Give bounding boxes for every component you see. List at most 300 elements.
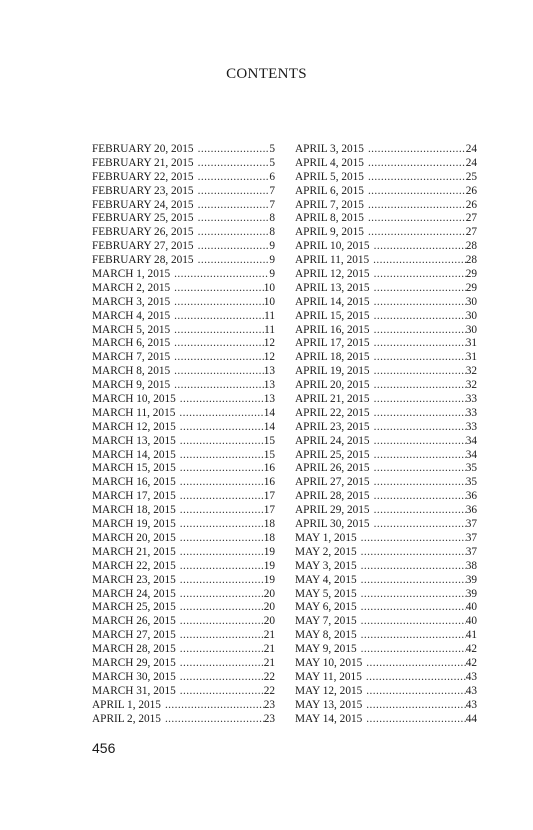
toc-entry[interactable] xyxy=(92,310,275,324)
toc-entry-date: MAY 7, 2015 xyxy=(295,615,357,628)
toc-entry-page: 10 xyxy=(263,281,275,294)
toc-entry-date: MARCH 20, 2015 xyxy=(92,531,176,544)
toc-entry-page: 15 xyxy=(263,448,275,461)
toc-entry-date: MARCH 13, 2015 xyxy=(92,434,176,447)
toc-leader-dots xyxy=(357,615,466,629)
toc-entry-page: 29 xyxy=(465,281,477,294)
toc-leader-dots xyxy=(370,310,466,324)
toc-entry-page: 23 xyxy=(263,698,275,711)
toc-entry[interactable] xyxy=(92,435,275,449)
toc-entry[interactable] xyxy=(92,157,275,171)
toc-entry-date: MARCH 2, 2015 xyxy=(92,281,171,294)
toc-entry[interactable] xyxy=(295,379,477,393)
toc-entry[interactable] xyxy=(92,449,275,463)
toc-entry-date: APRIL 20, 2015 xyxy=(295,379,370,392)
toc-leader-dots xyxy=(176,518,264,532)
toc-entry-page: 12 xyxy=(263,351,275,364)
toc-leader-dots xyxy=(370,282,466,296)
toc-leader-dots xyxy=(170,310,264,324)
toc-entry-page: 36 xyxy=(465,490,477,503)
toc-entry-date: MARCH 1, 2015 xyxy=(92,268,171,281)
toc-leader-dots xyxy=(170,351,264,365)
toc-entry[interactable] xyxy=(295,657,477,671)
toc-entry-date: APRIL 17, 2015 xyxy=(295,337,370,350)
toc-entry-date: MAY 5, 2015 xyxy=(295,587,357,600)
toc-entry[interactable] xyxy=(295,226,477,240)
toc-leader-dots xyxy=(176,643,264,657)
toc-leader-dots xyxy=(161,713,264,727)
toc-entry[interactable] xyxy=(295,212,477,226)
toc-entry-page: 11 xyxy=(264,309,275,322)
toc-entry-date: MARCH 6, 2015 xyxy=(92,337,171,350)
toc-entry[interactable] xyxy=(92,365,275,379)
toc-entry-date: APRIL 11, 2015 xyxy=(295,254,370,267)
toc-leader-dots xyxy=(370,296,466,310)
toc-leader-dots xyxy=(357,574,466,588)
toc-entry-page: 22 xyxy=(263,684,275,697)
toc-entry[interactable] xyxy=(295,671,477,685)
toc-entry-date: MARCH 5, 2015 xyxy=(92,323,171,336)
toc-entry-date: FEBRUARY 22, 2015 xyxy=(92,170,194,183)
toc-entry[interactable] xyxy=(92,240,275,254)
toc-entry[interactable] xyxy=(92,324,275,338)
toc-leader-dots xyxy=(370,351,466,365)
toc-entry-page: 40 xyxy=(465,615,477,628)
toc-leader-dots xyxy=(176,685,264,699)
toc-entry[interactable] xyxy=(92,574,275,588)
toc-leader-dots xyxy=(357,588,466,602)
toc-leader-dots xyxy=(370,490,466,504)
toc-entry[interactable] xyxy=(295,588,477,602)
toc-entry-page: 37 xyxy=(465,545,477,558)
toc-entry[interactable] xyxy=(295,157,477,171)
toc-entry-date: MARCH 16, 2015 xyxy=(92,476,176,489)
toc-leader-dots xyxy=(362,685,465,699)
toc-entry-page: 18 xyxy=(263,518,275,531)
toc-entry-date: MARCH 24, 2015 xyxy=(92,587,176,600)
toc-entry[interactable] xyxy=(92,185,275,199)
toc-entry-date: APRIL 28, 2015 xyxy=(295,490,370,503)
toc-entry[interactable] xyxy=(92,601,275,615)
toc-entry[interactable] xyxy=(92,337,275,351)
toc-entry-date: APRIL 14, 2015 xyxy=(295,295,370,308)
toc-entry-date: APRIL 22, 2015 xyxy=(295,406,370,419)
toc-entry-page: 19 xyxy=(263,573,275,586)
toc-entry-page: 13 xyxy=(263,379,275,392)
toc-entry-page: 33 xyxy=(465,393,477,406)
toc-entry-page: 31 xyxy=(465,351,477,364)
toc-entry-date: APRIL 15, 2015 xyxy=(295,309,370,322)
toc-entry[interactable] xyxy=(92,226,275,240)
toc-entry-page: 13 xyxy=(263,365,275,378)
toc-entry-date: APRIL 29, 2015 xyxy=(295,504,370,517)
toc-entry-page: 19 xyxy=(263,545,275,558)
toc-column-left xyxy=(92,143,275,726)
toc-entry-page: 26 xyxy=(465,184,477,197)
toc-entry[interactable] xyxy=(92,254,275,268)
toc-leader-dots xyxy=(176,588,264,602)
toc-entry-date: MAY 10, 2015 xyxy=(295,656,363,669)
toc-entry[interactable] xyxy=(295,351,477,365)
toc-entry-date: MARCH 10, 2015 xyxy=(92,393,176,406)
toc-entry-date: APRIL 7, 2015 xyxy=(295,198,364,211)
toc-leader-dots xyxy=(357,532,466,546)
toc-entry-date: APRIL 27, 2015 xyxy=(295,476,370,489)
toc-leader-dots xyxy=(175,407,263,421)
toc-entry-date: MARCH 22, 2015 xyxy=(92,559,176,572)
toc-entry-page: 17 xyxy=(263,504,275,517)
toc-entry[interactable] xyxy=(92,282,275,296)
toc-entry-page: 7 xyxy=(269,198,275,211)
toc-entry-date: MAY 1, 2015 xyxy=(295,531,357,544)
toc-entry[interactable] xyxy=(295,240,477,254)
toc-entry[interactable] xyxy=(295,268,477,282)
toc-entry[interactable] xyxy=(92,546,275,560)
toc-leader-dots xyxy=(362,657,465,671)
toc-entry[interactable] xyxy=(295,615,477,629)
toc-leader-dots xyxy=(370,268,466,282)
toc-entry-date: APRIL 18, 2015 xyxy=(295,351,370,364)
toc-entry-page: 25 xyxy=(465,170,477,183)
toc-entry-page: 43 xyxy=(465,684,477,697)
toc-leader-dots xyxy=(176,421,264,435)
toc-entry-page: 20 xyxy=(263,615,275,628)
toc-entry[interactable] xyxy=(92,685,275,699)
toc-entry[interactable] xyxy=(92,518,275,532)
toc-column-right xyxy=(295,143,477,726)
toc-entry-page: 37 xyxy=(465,531,477,544)
toc-leader-dots xyxy=(362,713,465,727)
toc-entry-date: APRIL 25, 2015 xyxy=(295,448,370,461)
toc-leader-dots xyxy=(194,185,270,199)
toc-leader-dots xyxy=(176,490,264,504)
toc-entry-page: 21 xyxy=(263,656,275,669)
toc-entry[interactable] xyxy=(92,393,275,407)
toc-entry-page: 24 xyxy=(465,156,477,169)
toc-leader-dots xyxy=(370,393,466,407)
toc-leader-dots xyxy=(170,379,264,393)
toc-entry-date: MARCH 26, 2015 xyxy=(92,615,176,628)
toc-entry[interactable] xyxy=(92,462,275,476)
toc-entry-page: 35 xyxy=(465,462,477,475)
toc-entry[interactable] xyxy=(295,699,477,713)
toc-entry-date: APRIL 1, 2015 xyxy=(92,698,161,711)
toc-entry-page: 42 xyxy=(465,643,477,656)
toc-entry-page: 39 xyxy=(465,587,477,600)
toc-leader-dots xyxy=(357,546,466,560)
toc-entry-page: 10 xyxy=(263,295,275,308)
toc-entry-page: 5 xyxy=(269,156,275,169)
toc-leader-dots xyxy=(370,518,466,532)
toc-entry-page: 44 xyxy=(465,712,477,725)
toc-entry-page: 21 xyxy=(263,643,275,656)
toc-leader-dots xyxy=(370,365,466,379)
toc-entry[interactable] xyxy=(295,421,477,435)
toc-entry[interactable] xyxy=(295,393,477,407)
toc-entry-date: FEBRUARY 27, 2015 xyxy=(92,240,194,253)
toc-entry[interactable] xyxy=(295,490,477,504)
toc-entry[interactable] xyxy=(92,490,275,504)
toc-entry-page: 32 xyxy=(465,365,477,378)
toc-entry-page: 22 xyxy=(263,670,275,683)
toc-leader-dots xyxy=(370,337,466,351)
toc-entry-date: FEBRUARY 28, 2015 xyxy=(92,254,194,267)
toc-entry-page: 16 xyxy=(263,476,275,489)
toc-entry-page: 27 xyxy=(465,226,477,239)
toc-entry-date: APRIL 30, 2015 xyxy=(295,518,370,531)
toc-entry[interactable] xyxy=(295,337,477,351)
toc-entry[interactable] xyxy=(92,143,275,157)
toc-entry-date: APRIL 16, 2015 xyxy=(295,323,370,336)
toc-entry-page: 34 xyxy=(465,448,477,461)
toc-entry-date: FEBRUARY 24, 2015 xyxy=(92,198,194,211)
toc-entry-date: FEBRUARY 26, 2015 xyxy=(92,226,194,239)
toc-entry-page: 30 xyxy=(465,309,477,322)
toc-leader-dots xyxy=(176,393,264,407)
toc-entry-date: APRIL 23, 2015 xyxy=(295,420,370,433)
toc-entry[interactable] xyxy=(295,324,477,338)
toc-entry[interactable] xyxy=(92,588,275,602)
toc-entry-page: 34 xyxy=(465,434,477,447)
toc-entry-date: MARCH 3, 2015 xyxy=(92,295,171,308)
toc-entry-date: MARCH 18, 2015 xyxy=(92,504,176,517)
toc-leader-dots xyxy=(370,421,466,435)
toc-entry[interactable] xyxy=(295,504,477,518)
toc-entry[interactable] xyxy=(92,296,275,310)
toc-entry[interactable] xyxy=(92,713,275,727)
toc-entry-date: MARCH 8, 2015 xyxy=(92,365,171,378)
toc-entry[interactable] xyxy=(92,629,275,643)
toc-entry[interactable] xyxy=(295,296,477,310)
toc-entry[interactable] xyxy=(295,435,477,449)
toc-leader-dots xyxy=(176,532,264,546)
page-number: 456 xyxy=(92,740,116,756)
toc-leader-dots xyxy=(194,199,270,213)
toc-entry-date: MARCH 27, 2015 xyxy=(92,629,176,642)
toc-entry[interactable] xyxy=(92,407,275,421)
toc-leader-dots xyxy=(176,601,264,615)
toc-entry[interactable] xyxy=(295,518,477,532)
toc-entry[interactable] xyxy=(92,199,275,213)
toc-entry-date: MARCH 30, 2015 xyxy=(92,670,176,683)
toc-leader-dots xyxy=(364,171,466,185)
toc-leader-dots xyxy=(357,601,466,615)
toc-entry-page: 43 xyxy=(465,670,477,683)
toc-leader-dots xyxy=(176,462,264,476)
toc-entry-date: MARCH 11, 2015 xyxy=(92,406,176,419)
toc-leader-dots xyxy=(369,254,466,268)
toc-entry[interactable] xyxy=(295,546,477,560)
toc-entry[interactable] xyxy=(295,254,477,268)
toc-leader-dots xyxy=(194,226,270,240)
toc-entry-date: APRIL 10, 2015 xyxy=(295,240,370,253)
toc-entry[interactable] xyxy=(92,212,275,226)
toc-entry-page: 6 xyxy=(269,170,275,183)
toc-entry[interactable] xyxy=(92,671,275,685)
page-title: CONTENTS xyxy=(226,66,307,82)
toc-entry[interactable] xyxy=(92,504,275,518)
toc-leader-dots xyxy=(364,143,466,157)
toc-entry-date: MAY 12, 2015 xyxy=(295,684,363,697)
toc-entry-page: 14 xyxy=(263,406,275,419)
toc-entry-page: 16 xyxy=(263,462,275,475)
toc-leader-dots xyxy=(176,504,264,518)
toc-entry-page: 20 xyxy=(263,587,275,600)
toc-leader-dots xyxy=(161,699,264,713)
toc-entry-page: 23 xyxy=(263,712,275,725)
toc-leader-dots xyxy=(194,212,270,226)
toc-leader-dots xyxy=(176,449,264,463)
toc-leader-dots xyxy=(370,379,466,393)
toc-entry-date: MARCH 15, 2015 xyxy=(92,462,176,475)
toc-entry[interactable] xyxy=(295,532,477,546)
toc-leader-dots xyxy=(364,185,466,199)
toc-leader-dots xyxy=(364,212,466,226)
toc-leader-dots xyxy=(176,546,264,560)
toc-entry-page: 9 xyxy=(269,268,275,281)
toc-entry-page: 28 xyxy=(465,254,477,267)
toc-entry-page: 9 xyxy=(269,240,275,253)
toc-entry-date: MARCH 4, 2015 xyxy=(92,309,171,322)
toc-entry-page: 33 xyxy=(465,406,477,419)
toc-leader-dots xyxy=(176,657,264,671)
toc-entry[interactable] xyxy=(295,476,477,490)
toc-entry-page: 30 xyxy=(465,295,477,308)
toc-entry-date: MARCH 9, 2015 xyxy=(92,379,171,392)
toc-entry-page: 36 xyxy=(465,504,477,517)
toc-entry[interactable] xyxy=(295,643,477,657)
toc-entry-page: 15 xyxy=(263,434,275,447)
toc-entry-date: APRIL 13, 2015 xyxy=(295,281,370,294)
toc-entry-date: MARCH 7, 2015 xyxy=(92,351,171,364)
toc-entry-date: APRIL 4, 2015 xyxy=(295,156,364,169)
toc-leader-dots xyxy=(370,407,466,421)
toc-leader-dots xyxy=(194,254,270,268)
toc-entry[interactable] xyxy=(295,629,477,643)
toc-entry-date: MAY 13, 2015 xyxy=(295,698,363,711)
toc-entry-date: MARCH 14, 2015 xyxy=(92,448,176,461)
toc-entry[interactable] xyxy=(92,171,275,185)
toc-entry-date: MARCH 25, 2015 xyxy=(92,601,176,614)
toc-entry[interactable] xyxy=(295,449,477,463)
toc-entry-page: 30 xyxy=(465,323,477,336)
toc-entry[interactable] xyxy=(295,407,477,421)
toc-entry-date: MARCH 29, 2015 xyxy=(92,656,176,669)
toc-leader-dots xyxy=(362,671,466,685)
toc-leader-dots xyxy=(357,629,466,643)
toc-entry-date: MARCH 28, 2015 xyxy=(92,643,176,656)
toc-entry[interactable] xyxy=(92,643,275,657)
toc-entry-page: 7 xyxy=(269,184,275,197)
toc-entry[interactable] xyxy=(295,171,477,185)
toc-entry-page: 27 xyxy=(465,212,477,225)
toc-entry[interactable] xyxy=(295,560,477,574)
toc-entry-date: FEBRUARY 21, 2015 xyxy=(92,156,194,169)
toc-entry-page: 20 xyxy=(263,601,275,614)
toc-entry[interactable] xyxy=(295,574,477,588)
toc-entry-page: 26 xyxy=(465,198,477,211)
toc-leader-dots xyxy=(194,240,270,254)
toc-entry[interactable] xyxy=(92,351,275,365)
toc-entry[interactable] xyxy=(92,421,275,435)
toc-entry[interactable] xyxy=(92,476,275,490)
toc-leader-dots xyxy=(362,699,465,713)
toc-entry-date: APRIL 2, 2015 xyxy=(92,712,161,725)
toc-entry-date: APRIL 21, 2015 xyxy=(295,393,370,406)
toc-leader-dots xyxy=(170,268,269,282)
toc-entry-page: 43 xyxy=(465,698,477,711)
toc-entry-page: 37 xyxy=(465,518,477,531)
toc-entry[interactable] xyxy=(92,615,275,629)
toc-entry-date: FEBRUARY 25, 2015 xyxy=(92,212,194,225)
toc-entry-date: MAY 3, 2015 xyxy=(295,559,357,572)
toc-entry-page: 28 xyxy=(465,240,477,253)
toc-leader-dots xyxy=(176,671,264,685)
toc-entry-date: MARCH 12, 2015 xyxy=(92,420,176,433)
toc-entry-date: APRIL 24, 2015 xyxy=(295,434,370,447)
toc-entry-page: 35 xyxy=(465,476,477,489)
toc-entry-date: APRIL 19, 2015 xyxy=(295,365,370,378)
toc-entry[interactable] xyxy=(295,199,477,213)
toc-entry-page: 39 xyxy=(465,573,477,586)
toc-entry-page: 32 xyxy=(465,379,477,392)
toc-entry-page: 33 xyxy=(465,420,477,433)
toc-leader-dots xyxy=(370,324,466,338)
toc-leader-dots xyxy=(370,476,466,490)
toc-entry-page: 8 xyxy=(269,212,275,225)
toc-entry[interactable] xyxy=(92,379,275,393)
toc-leader-dots xyxy=(170,324,264,338)
toc-entry-date: FEBRUARY 23, 2015 xyxy=(92,184,194,197)
toc-entry-date: APRIL 9, 2015 xyxy=(295,226,364,239)
toc-entry[interactable] xyxy=(295,601,477,615)
toc-entry[interactable] xyxy=(92,268,275,282)
toc-entry[interactable] xyxy=(92,560,275,574)
toc-entry[interactable] xyxy=(295,462,477,476)
toc-leader-dots xyxy=(357,560,466,574)
toc-entry[interactable] xyxy=(295,685,477,699)
toc-entry[interactable] xyxy=(295,310,477,324)
toc-entry-page: 9 xyxy=(269,254,275,267)
toc-entry-page: 12 xyxy=(263,337,275,350)
toc-leader-dots xyxy=(170,296,264,310)
toc-entry-page: 41 xyxy=(465,629,477,642)
toc-leader-dots xyxy=(176,435,264,449)
toc-leader-dots xyxy=(370,504,466,518)
toc-entry[interactable] xyxy=(92,657,275,671)
toc-entry[interactable] xyxy=(295,713,477,727)
toc-entry-date: MAY 14, 2015 xyxy=(295,712,363,725)
toc-entry-page: 17 xyxy=(263,490,275,503)
toc-entry-date: MAY 8, 2015 xyxy=(295,629,357,642)
toc-entry-page: 38 xyxy=(465,559,477,572)
toc-entry[interactable] xyxy=(295,365,477,379)
toc-entry[interactable] xyxy=(92,699,275,713)
toc-leader-dots xyxy=(176,574,264,588)
toc-entry-date: MARCH 19, 2015 xyxy=(92,518,176,531)
toc-entry-date: APRIL 5, 2015 xyxy=(295,170,364,183)
toc-entry[interactable] xyxy=(92,532,275,546)
toc-leader-dots xyxy=(370,240,466,254)
toc-entry[interactable] xyxy=(295,185,477,199)
toc-entry-date: MAY 9, 2015 xyxy=(295,643,357,656)
toc-leader-dots xyxy=(170,337,264,351)
toc-leader-dots xyxy=(194,143,270,157)
toc-entry-page: 21 xyxy=(263,629,275,642)
toc-leader-dots xyxy=(370,435,466,449)
toc-entry[interactable] xyxy=(295,282,477,296)
toc-entry[interactable] xyxy=(295,143,477,157)
